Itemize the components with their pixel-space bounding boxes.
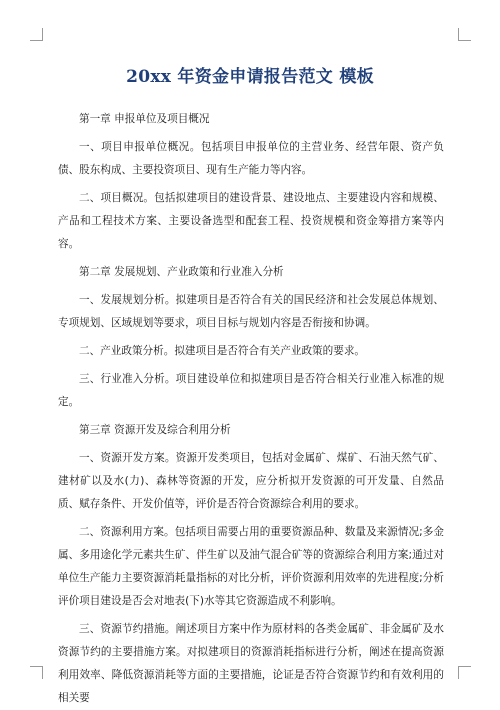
- paragraph: 二、产业政策分析。拟建项目是否符合有关产业政策的要求。: [79, 345, 366, 357]
- paragraph: 二、资源利用方案。包括项目需要占用的重要资源品种、数量及来源情况;多金属、多用途化学元素共生矿、伴生矿以及油气混合矿等的资源综合利用方案;通过对单位生产能力主要资源消耗量指标的对比分析，评价资源利用效率的先进程度;分析评价项目建设是否会对地表(下)水等其它资源造成不利影响。: [58, 526, 444, 607]
- paragraph: 三、资源节约措施。阐述项目方案中作为原材料的各类金属矿、非金属矿及水资源节约的主要措施方案。对拟建项目的资源消耗指标进行分析，阐述在提高资源利用效率、降低资源消耗等方面的主要措施，论证是否符合资源节约和有效利用的相关要: [58, 623, 444, 704]
- chapter-heading: 第三章 资源开发及综合利用分析: [79, 424, 231, 436]
- crop-mark-top-left: [30, 28, 43, 41]
- paragraph: 三、行业准入分析。项目建设单位和拟建项目是否符合相关行业准入标准的规定。: [58, 373, 444, 408]
- chapter-heading: 第二章 发展规划、产业政策和行业准入分析: [79, 266, 284, 278]
- document-body: [58, 108, 444, 710]
- paragraph: 一、项目申报单位概况。包括项目申报单位的主营业务、经营年限、资产负债、股东构成、主要投资项目、现有生产能力等内容。: [58, 141, 444, 176]
- crop-mark-bottom-left: [30, 666, 43, 679]
- paragraph: 一、发展规划分析。拟建项目是否符合有关的国民经济和社会发展总体规划、专项规划、区域规划等要求，项目目标与规划内容是否衔接和协调。: [58, 294, 444, 329]
- paragraph: 一、资源开发方案。资源开发类项目，包括对金属矿、煤矿、石油天然气矿、建材矿以及水(力)、森林等资源的开发，应分析拟开发资源的可开发量、自然品质、赋存条件、开发价值等，评价是否符合资源综合利用的要求。: [58, 452, 444, 510]
- crop-mark-top-right: [458, 28, 471, 41]
- crop-mark-bottom-right: [458, 666, 471, 679]
- chapter-heading: 第一章 申报单位及项目概况: [79, 113, 210, 125]
- paragraph: 二、项目概况。包括拟建项目的建设背景、建设地点、主要建设内容和规模、产品和工程技术方案、主要设备选型和配套工程、投资规模和资金筹措方案等内容。: [58, 192, 444, 250]
- document-title: 20xx 年资金申请报告范文 模板: [126, 67, 374, 87]
